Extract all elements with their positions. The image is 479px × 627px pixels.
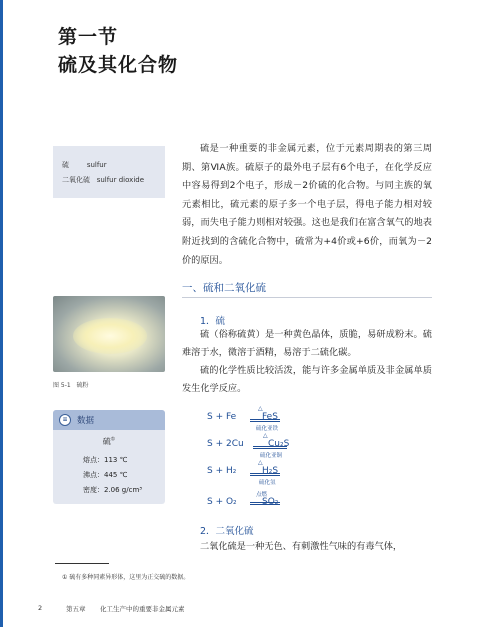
vocab-zh: 硫 (62, 161, 69, 169)
page-edge-bar (0, 0, 3, 627)
product-h2s: H₂S (262, 466, 279, 476)
intro-paragraph: 硫是一种重要的非金属元素，位于元素周期表的第三周期、第ⅥA族。硫原子的最外电子层有6个电子，在化学反应中容易得到2个电子，形成－2价硫的化合物。与同主族的氧元素相比，硫元素的原子多一个电子层，得电子能力相对较弱，而失电子能力则相对较强。这也是我们在富含氧气的地表附近找到的含硫化合物中，硫常为+4价或+6价，而氧为－2价的原因。 (182, 143, 432, 266)
powder-pile (73, 318, 147, 354)
data-row-boiling: 沸点：445 ℃ (83, 471, 128, 479)
data-row-density: 密度：2.06 g/cm³ (83, 486, 143, 494)
heat-symbol: △ (258, 459, 263, 466)
sulfur-powder-photo (53, 296, 165, 372)
footnote: ① 硫有多种同素异形体，这里为正交硫的数据。 (62, 574, 190, 581)
vocab-item (62, 175, 144, 185)
section-number: 第一节 (58, 26, 119, 48)
product-name: 硫化氢 (259, 480, 276, 486)
heat-symbol: △ (263, 432, 268, 439)
vocab-box (53, 146, 165, 198)
figure-number: 图 5-1 (53, 382, 71, 389)
equation-fe: S + Fe (207, 412, 237, 422)
page-number: 2 (38, 604, 43, 612)
product-name: 硫化亚铁 (256, 426, 279, 432)
condition-ignite: 点燃 (256, 492, 268, 498)
note-mark: ① (110, 436, 116, 443)
paragraph-sulfur-reactivity: 硫的化学性质比较活泼，能与许多金属单质及非金属单质发生化学反应。 (182, 365, 432, 394)
figure-caption (53, 380, 88, 389)
product-fes: FeS (262, 412, 278, 422)
equation-o2: S + O₂ (207, 497, 237, 507)
data-card-title: 数据 (77, 416, 95, 426)
footer-chapter-title: 化工生产中的重要非金属元素 (100, 605, 185, 613)
section-heading-1: 一、硫和二氧化硫 (182, 282, 266, 294)
section-title: 硫及其化合物 (58, 54, 179, 76)
equation-h2: S + H₂ (207, 466, 237, 476)
figure-text: 硫粉 (76, 382, 89, 389)
product-name: 硫化亚铜 (260, 453, 283, 459)
data-icon: ≡ (59, 414, 71, 426)
subheading-sulfur: 1．硫 (200, 316, 226, 327)
vocab-zh: 二氧化硫 (62, 176, 90, 184)
footer-chapter: 第五章 (66, 605, 86, 613)
paragraph-so2: 二氧化硫是一种无色、有刺激性气味的有毒气体， (200, 541, 403, 552)
heat-symbol: △ (258, 405, 263, 412)
data-card-header (53, 410, 165, 430)
product-so2: SO₂ (262, 497, 279, 507)
subheading-so2: 2．二氧化硫 (200, 526, 254, 537)
product-cu2s: Cu₂S (268, 439, 290, 449)
vocab-item (62, 160, 107, 170)
vocab-en: sulfur dioxide (96, 176, 145, 184)
data-card (53, 410, 165, 504)
vocab-en: sulfur (86, 161, 107, 169)
data-row-melting: 熔点：113 ℃ (83, 456, 128, 464)
section-divider (182, 297, 432, 298)
footnote-divider (55, 563, 109, 564)
equation-cu: S + 2Cu (207, 439, 244, 449)
paragraph-sulfur-properties: 硫（俗称硫黄）是一种黄色晶体，质脆，易研成粉末。硫难溶于水，微溶于酒精，易溶于二硫化碳。 (182, 329, 432, 358)
data-card-substance: 硫① (102, 436, 116, 446)
